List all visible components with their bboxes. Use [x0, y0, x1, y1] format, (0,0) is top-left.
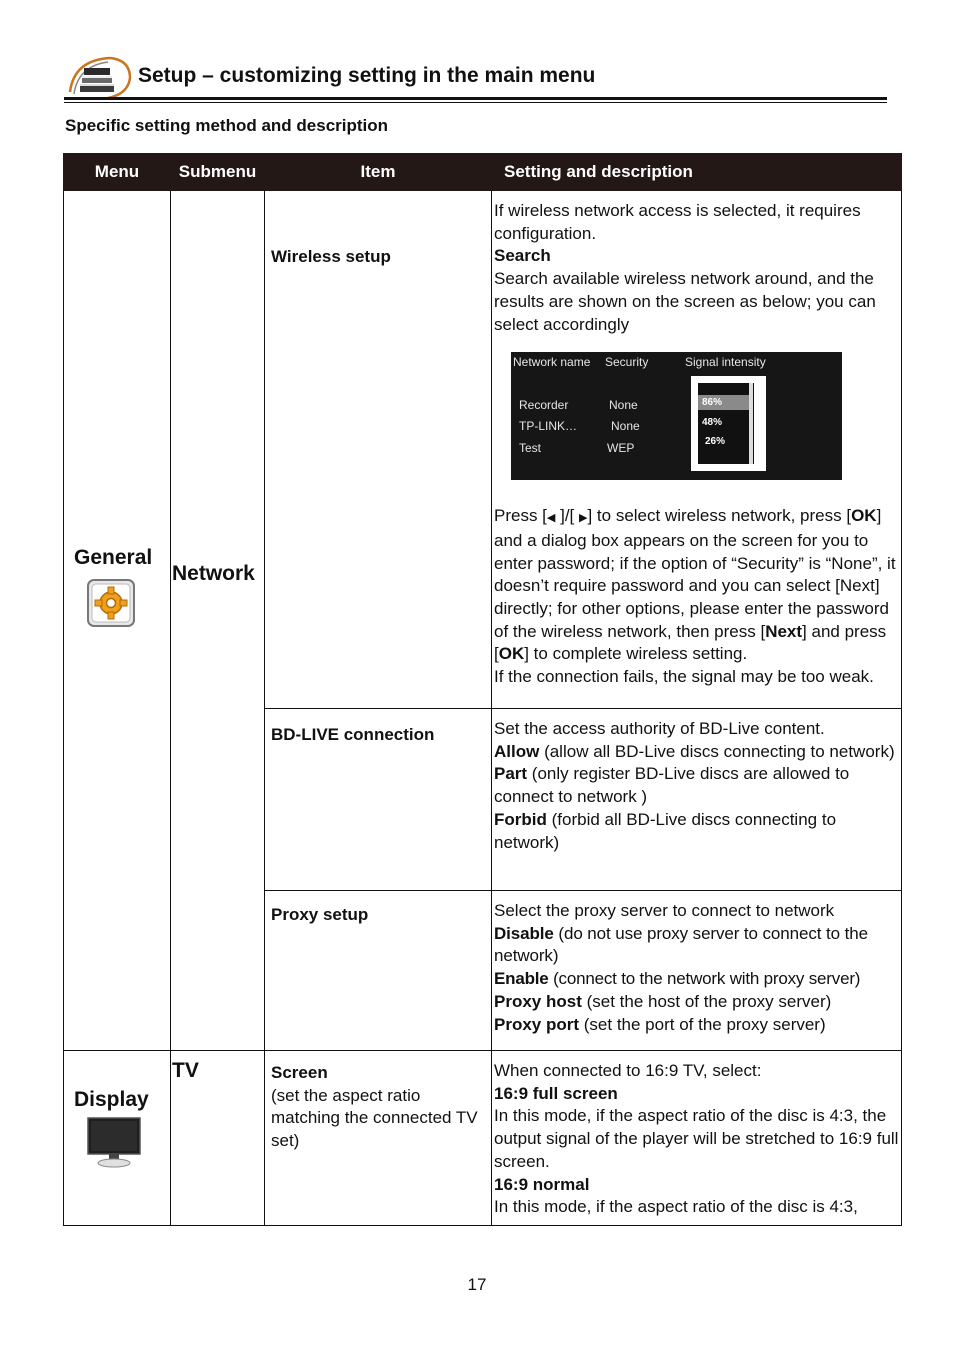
screen-intro: When connected to 16:9 TV, select:	[494, 1061, 762, 1080]
section-subtitle: Specific setting method and description	[65, 116, 389, 135]
network-security: WEP	[607, 441, 635, 456]
table-header-row	[64, 154, 902, 191]
header-item: Item	[265, 154, 492, 191]
header-submenu: Submenu	[171, 154, 265, 191]
signal-panel	[691, 376, 766, 471]
menu-cell-general	[64, 191, 171, 1051]
network-name: TP-LINK…	[519, 419, 578, 434]
header-rule	[64, 97, 887, 100]
books-icon	[64, 54, 132, 98]
submenu-label-network: Network	[172, 562, 255, 585]
header-setting: Setting and description	[492, 154, 902, 191]
proxy-intro: Select the proxy server to connect to network	[494, 901, 835, 920]
wireless-intro: If wireless network access is selected, it requires configuration.	[494, 201, 861, 243]
item-cell-proxy	[265, 891, 492, 1051]
item-screen: Screen	[271, 1063, 328, 1082]
signal-value: 26%	[705, 436, 726, 448]
network-name: Test	[519, 441, 542, 456]
page-title: Setup – customizing setting in the main menu	[138, 64, 596, 87]
wireless-instructions: Press [◀ ]/[ ▶] to select wireless network, press [OK] and a dialog box appears on the screen for you to enter password; if the option of “Security” is “None”, it doesn’t require password and you can select [Next] directly; for other options, please enter the password of the wireless network, then press [Next] and press [OK] to complete wireless setting.	[494, 506, 896, 664]
bdlive-option: Forbid (forbid all BD-Live discs connecting to network)	[494, 809, 837, 852]
monitor-icon	[86, 1116, 142, 1170]
proxy-option: Enable (connect to the network with proxy server)	[494, 969, 861, 989]
desc-cell-screen	[492, 1051, 902, 1226]
bdlive-intro: Set the access authority of BD-Live content.	[494, 719, 825, 738]
settings-table	[63, 153, 902, 1226]
table-row	[64, 191, 902, 709]
item-bdlive: BD-LIVE connection	[271, 725, 435, 744]
signal-value: 48%	[702, 417, 723, 429]
screen-option-text: In this mode, if the aspect ratio of the disc is 4:3,	[494, 1197, 858, 1217]
desc-cell-bdlive	[492, 709, 902, 891]
right-arrow-icon: ▶	[579, 512, 588, 525]
submenu-label-tv: TV	[172, 1059, 199, 1082]
network-security: None	[611, 419, 640, 434]
desc-cell-proxy	[492, 891, 902, 1051]
gear-icon	[84, 576, 138, 630]
wireless-search-label: Search	[494, 246, 551, 266]
network-security: None	[609, 398, 638, 413]
screen-option-label: 16:9 normal	[494, 1174, 590, 1194]
wireless-search-text: Search available wireless network around, and the results are shown on the screen as below; you can select accordingly	[494, 269, 876, 334]
bdlive-option: Part (only register BD-Live discs are allowed to connect to network )	[494, 764, 850, 807]
menu-label-display: Display	[74, 1088, 149, 1111]
table-row	[64, 1051, 902, 1226]
item-wireless-setup: Wireless setup	[271, 247, 391, 266]
item-cell-bdlive	[265, 709, 492, 891]
screen-option-text: In this mode, if the aspect ratio of the disc is 4:3, the output signal of the player will be stretched to 16:9 full screen.	[494, 1106, 899, 1171]
desc-cell-wireless	[492, 191, 902, 709]
signal-scrollbar	[749, 383, 753, 464]
item-cell-screen	[265, 1051, 492, 1226]
proxy-option: Proxy port (set the port of the proxy server)	[494, 1014, 826, 1034]
item-screen-note: (set the aspect ratio matching the connected TV set)	[271, 1085, 478, 1151]
col-signal: Signal intensity	[685, 355, 766, 370]
header-rule-thin	[64, 102, 887, 103]
page-header	[64, 52, 888, 104]
item-proxy-setup: Proxy setup	[271, 905, 369, 924]
menu-label-general: General	[74, 546, 153, 569]
signal-value: 86%	[702, 397, 723, 409]
col-network-name: Network name	[513, 355, 591, 370]
col-security: Security	[605, 355, 649, 370]
left-arrow-icon: ◀	[546, 512, 556, 525]
header-menu: Menu	[64, 154, 171, 191]
wireless-fail-note: If the connection fails, the signal may be too weak.	[494, 667, 874, 687]
menu-cell-display	[64, 1051, 171, 1226]
submenu-cell-network	[171, 191, 265, 1051]
network-name: Recorder	[519, 398, 569, 413]
item-cell-wireless	[265, 191, 492, 709]
bdlive-option: Allow (allow all BD-Live discs connecting to network)	[494, 741, 895, 761]
proxy-option: Proxy host (set the host of the proxy server)	[494, 991, 832, 1011]
proxy-option: Disable (do not use proxy server to connect to the network)	[494, 923, 868, 966]
network-list-screenshot	[511, 352, 842, 480]
page-number: 17	[467, 1275, 487, 1294]
screen-option-label: 16:9 full screen	[494, 1083, 618, 1103]
submenu-cell-tv	[171, 1051, 265, 1226]
